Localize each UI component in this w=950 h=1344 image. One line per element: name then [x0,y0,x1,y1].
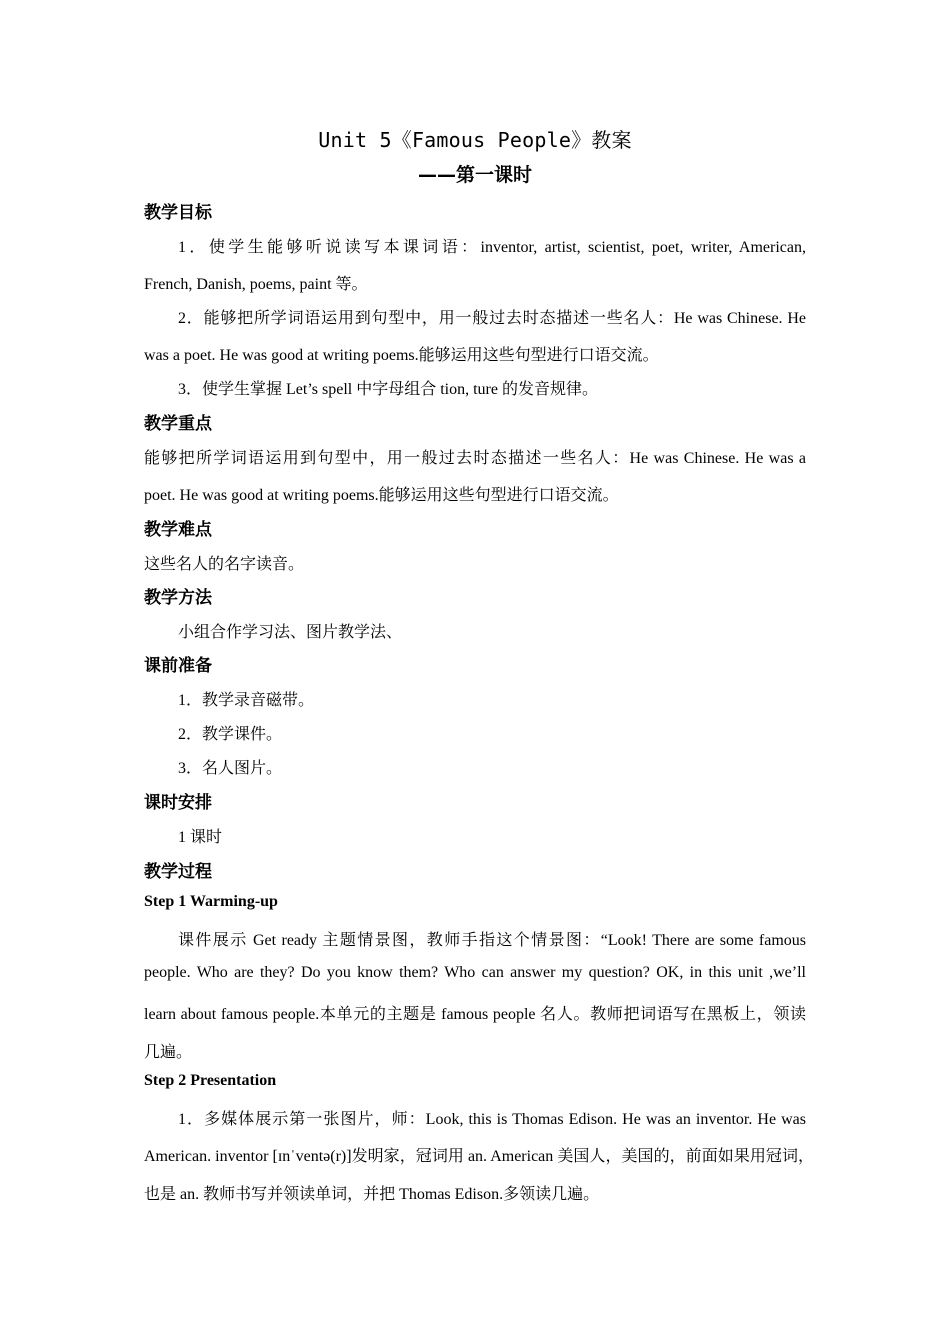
step1-line3: learn about famous people.本单元的主题是 famous people 名人。教师把词语写在黑板上，领读 [144,1006,806,1023]
objective-2-line2: was a poet. He was good at writing poems.能够运用这些句型进行口语交流。 [144,347,659,364]
heading-process: 教学过程 [144,862,212,882]
preparation-item-3: 3．名人图片。 [178,760,283,777]
difficulties-text: 这些名人的名字读音。 [144,556,305,573]
step1-title: Step 1 Warming-up [144,893,278,910]
step2-line3: 也是 an. 教师书写并领读单词，并把 Thomas Edison.多领读几遍。 [144,1186,600,1203]
step1-line4: 几遍。 [144,1044,193,1061]
heading-difficulties: 教学难点 [144,520,212,540]
step2-line1: 1．多媒体展示第一张图片，师：Look, this is Thomas Edison. He was an inventor. He was [178,1111,806,1128]
objective-1-line2: French, Danish, poems, paint 等。 [144,276,368,293]
document-subtitle: ——第一课时 [417,164,532,186]
step2-line2: American. inventor [ɪnˈventə(r)]发明家，冠词用 an. American 美国人，美国的，前面如果用冠词， [144,1148,814,1165]
objective-1-line1: 1．使学生能够听说读写本课词语：inventor, artist, scientist, poet, writer, American, [178,239,806,256]
preparation-item-1: 1．教学录音磁带。 [178,692,315,709]
objective-3: 3．使学生掌握 Let’s spell 中字母组合 tion, ture 的发音规律。 [178,381,598,398]
step1-line1: 课件展示 Get ready 主题情景图，教师手指这个情景图：“Look! There are some famous [178,932,806,949]
step2-title: Step 2 Presentation [144,1072,277,1089]
key-points-line1: 能够把所学词语运用到句型中，用一般过去时态描述一些名人：He was Chinese. He was a [144,450,806,467]
heading-preparation: 课前准备 [144,656,212,676]
step1-line2: people. Who are they? Do you know them? Who can answer my question? OK, in this unit ,we’ll [144,964,806,981]
heading-objectives: 教学目标 [144,203,212,223]
heading-key-points: 教学重点 [144,414,212,434]
heading-methods: 教学方法 [144,588,212,608]
schedule-text: 1 课时 [178,829,223,846]
heading-schedule: 课时安排 [144,793,212,813]
preparation-item-2: 2．教学课件。 [178,726,283,743]
key-points-line2: poet. He was good at writing poems.能够运用这些句型进行口语交流。 [144,487,619,504]
methods-text: 小组合作学习法、图片教学法、 [178,624,403,641]
objective-2-line1: 2．能够把所学词语运用到句型中，用一般过去时态描述一些名人：He was Chinese. He [178,310,806,327]
document-title: Unit 5《Famous People》教案 [318,128,632,152]
